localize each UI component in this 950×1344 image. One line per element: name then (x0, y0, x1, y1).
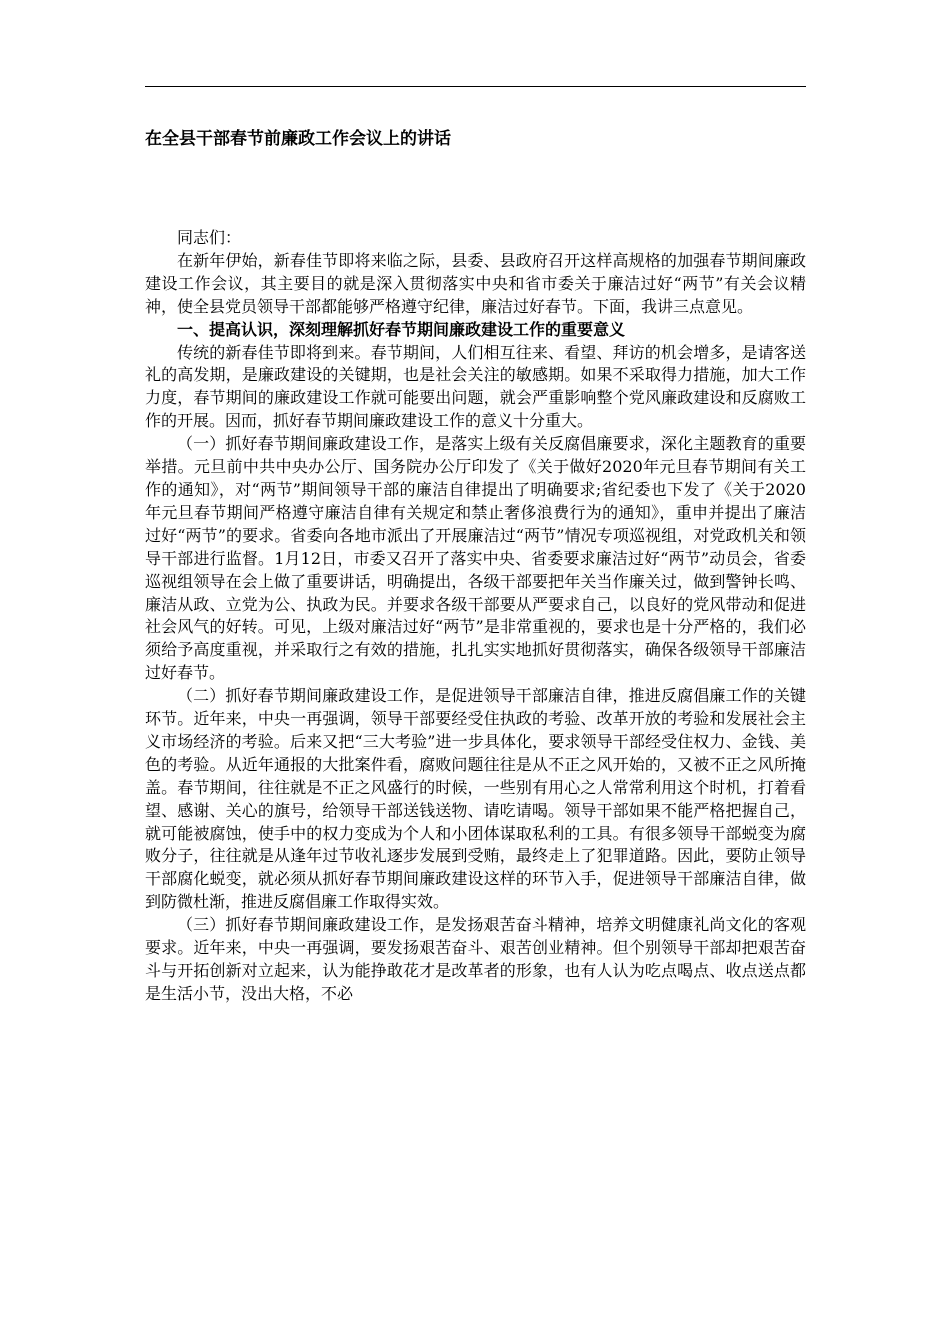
paragraph-intro: 在新年伊始，新春佳节即将来临之际，县委、县政府召开这样高规格的加强春节期间廉政建设工作会议，其主要目的就是深入贯彻落实中央和省市委关于廉洁过好“两节”有关会议精神，使全县党员领导干部都能够严格遵守纪律，廉洁过好春节。下面，我讲三点意见。 (145, 250, 806, 316)
document-body (145, 227, 806, 1006)
document-title: 在全县干部春节前廉政工作会议上的讲话 (145, 129, 451, 149)
paragraph-point-3: （三）抓好春节期间廉政建设工作，是发扬艰苦奋斗精神，培养文明健康礼尚文化的客观要求。近年来，中央一再强调，要发扬艰苦奋斗、艰苦创业精神。但个别领导干部却把艰苦奋斗与开拓创新对立起来，认为能挣敢花才是改革者的形象，也有人认为吃点喝点、收点送点都是生活小节，没出大格，不必 (145, 915, 806, 1003)
section-heading-1: 一、提高认识，深刻理解抓好春节期间廉政建设工作的重要意义 (177, 319, 626, 339)
paragraph-section-1-intro: 传统的新春佳节即将到来。春节期间，人们相互往来、看望、拜访的机会增多，是请客送礼的高发期，是廉政建设的关键期，也是社会关注的敏感期。如果不采取得力措施，加大工作力度，春节期间的廉政建设工作就可能要出问题，就会严重影响整个党风廉政建设和反腐败工作的开展。因而，抓好春节期间廉政建设工作的意义十分重大。 (145, 342, 806, 431)
header-rule (145, 86, 806, 87)
salutation: 同志们： (177, 228, 242, 247)
paragraph-point-1: （一）抓好春节期间廉政建设工作，是落实上级有关反腐倡廉要求，深化主题教育的重要举措。元旦前中共中央办公厅、国务院办公厅印发了《关于做好2020年元旦春节期间有关工作的通知》，对“两节”期间领导干部的廉洁自律提出了明确要求;省纪委也下发了《关于2020年元旦春节期间严格遵守廉洁自律有关规定和禁止奢侈浪费行为的通知》，重申并提出了廉洁过好“两节”的要求。省委向各地市派出了开展廉洁过“两节”情况专项巡视组，对党政机关和领导干部进行监督。1月12日，市委又召开了落实中央、省委要求廉洁过好“两节”动员会，省委巡视组领导在会上做了重要讲话，明确提出，各级干部要把年关当作廉关过，做到警钟长鸣、廉洁从政、立党为公、执政为民。并要求各级干部要从严要求自己，以良好的党风带动和促进社会风气的好转。可见，上级对廉洁过好“两节”是非常重视的，要求也是十分严格的，我们必须给予高度重视，并采取行之有效的措施，扎扎实实地抓好贯彻落实，确保各级领导干部廉洁过好春节。 (145, 434, 806, 683)
paragraph-point-2: （二）抓好春节期间廉政建设工作，是促进领导干部廉洁自律，推进反腐倡廉工作的关键环节。近年来，中央一再强调，领导干部要经受住执政的考验、改革开放的考验和发展社会主义市场经济的考验。后来又把“三大考验”进一步具体化，要求领导干部经受住权力、金钱、美色的考验。从近年通报的大批案件看，腐败问题往往是从不正之风开始的，又被不正之风所掩盖。春节期间，往往就是不正之风盛行的时候，一些别有用心之人常常利用这个时机，打着看望、感谢、关心的旗号，给领导干部送钱送物、请吃请喝。领导干部如果不能严格把握自己，就可能被腐蚀，使手中的权力变成为个人和小团体谋取私利的工具。有很多领导干部蜕变为腐败分子，往往就是从逢年过节收礼逐步发展到受贿，最终走上了犯罪道路。因此，要防止领导干部腐化蜕变，就必须从抓好春节期间廉政建设这样的环节入手，促进领导干部廉洁自律，做到防微杜渐，推进反腐倡廉工作取得实效。 (145, 686, 806, 912)
